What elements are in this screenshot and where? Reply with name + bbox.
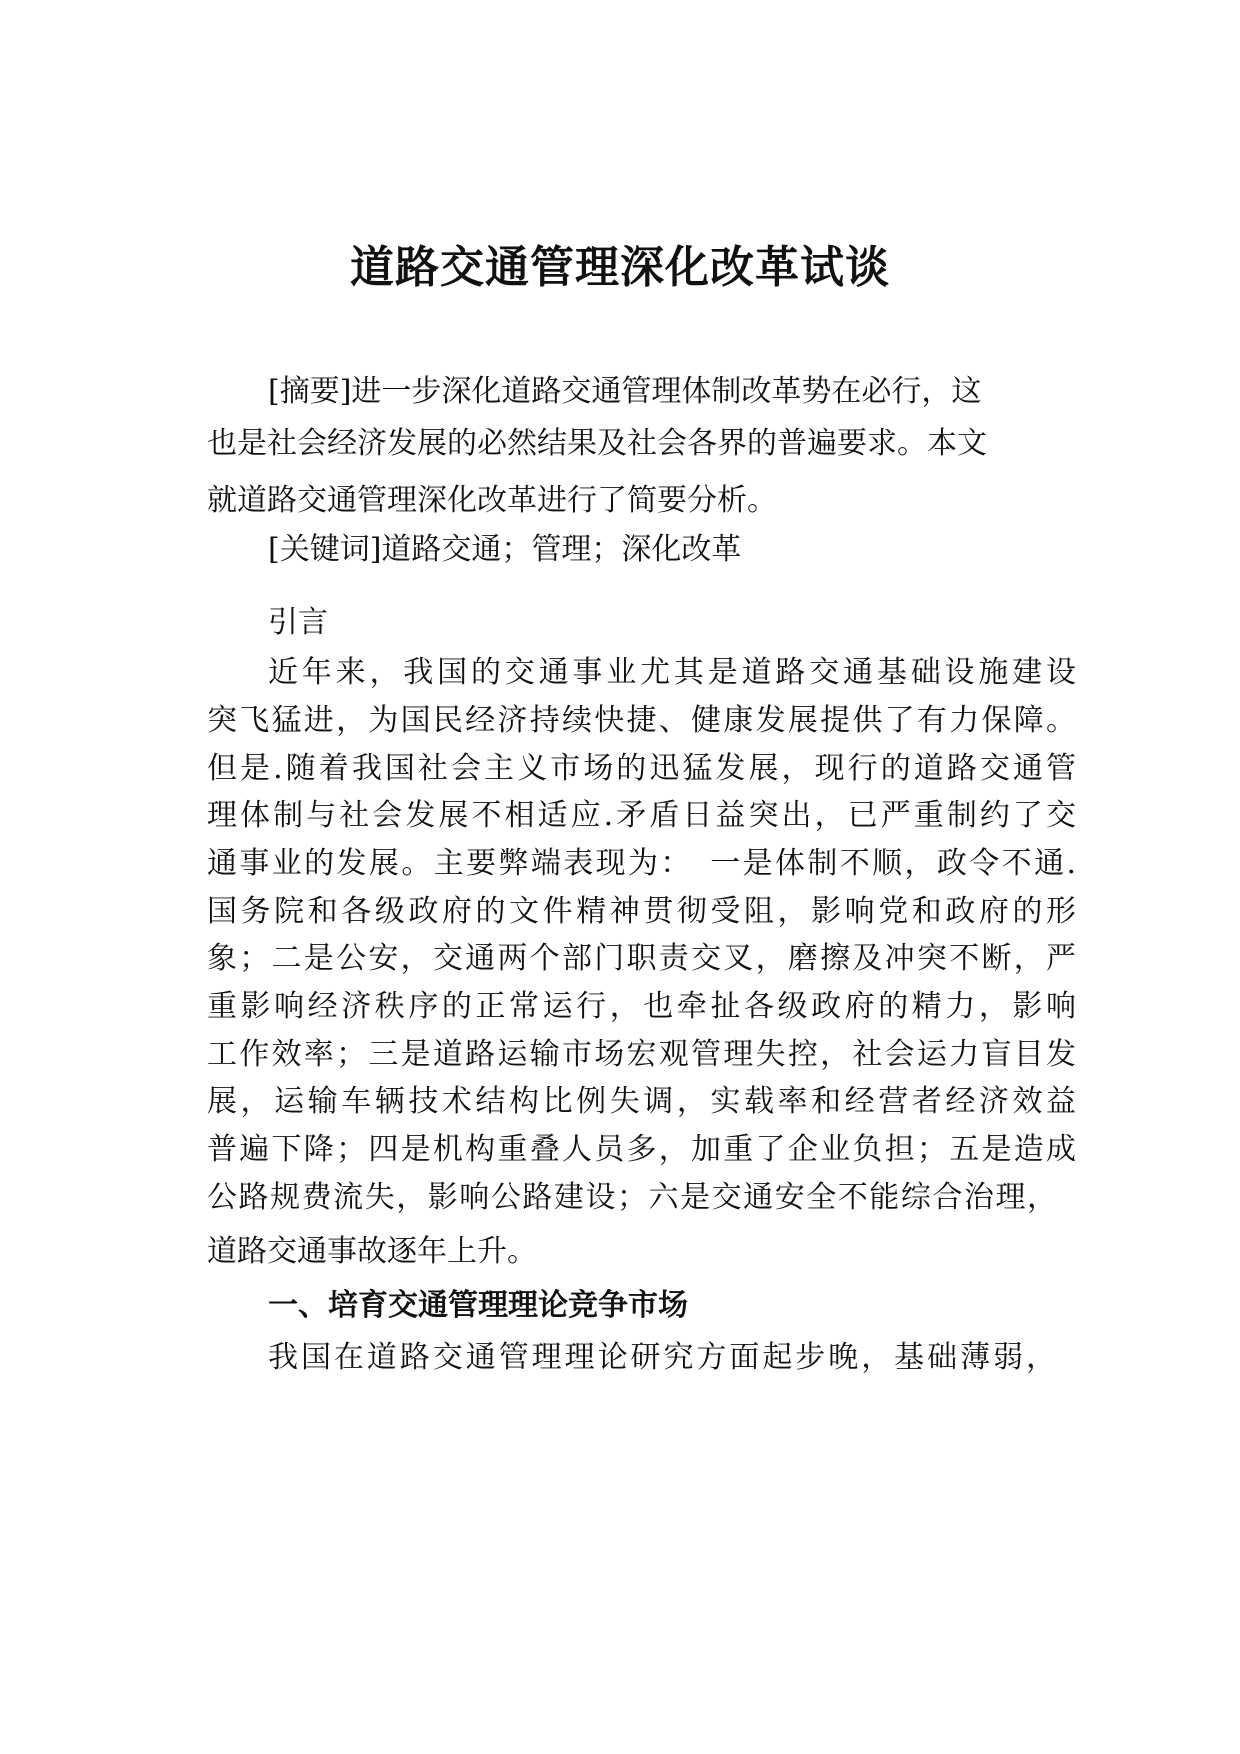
abstract-line-2: 也是社会经济发展的必然结果及社会各界的普遍要求。本文 — [207, 426, 987, 461]
intro-line-10: 展，运输车辆技术结构比例失调，实载率和经营者经济效益 — [207, 1084, 1076, 1119]
intro-line-4: 理体制与社会发展不相适应.矛盾日益突出，已严重制约了交 — [207, 798, 1076, 833]
intro-line-8: 重影响经济秩序的正常运行，也牵扯各级政府的精力，影响 — [207, 989, 1076, 1024]
abstract-line-1: [摘要]进一步深化道路交通管理体制改革势在必行，这 — [268, 374, 982, 409]
intro-line-7: 象；二是公安，交通两个部门职责交叉，磨擦及冲突不断，严 — [207, 941, 1076, 976]
section-1-heading: 一、培育交通管理理论竞争市场 — [268, 1288, 688, 1323]
intro-line-5: 通事业的发展。主要弊端表现为： 一是体制不顺，政令不通. — [207, 846, 1076, 881]
keywords-line: [关键词]道路交通；管理；深化改革 — [268, 532, 742, 567]
document-title: 道路交通管理深化改革试谈 — [350, 242, 890, 293]
abstract-line-3: 就道路交通管理深化改革进行了简要分析。 — [207, 483, 777, 518]
intro-line-13: 道路交通事故逐年上升。 — [207, 1234, 537, 1269]
intro-line-11: 普遍下降；四是机构重叠人员多，加重了企业负担；五是造成 — [207, 1132, 1076, 1167]
intro-line-3: 但是.随着我国社会主义市场的迅猛发展，现行的道路交通管 — [207, 751, 1076, 786]
intro-line-1: 近年来，我国的交通事业尤其是道路交通基础设施建设 — [268, 655, 1076, 690]
intro-line-12: 公路规费流失，影响公路建设；六是交通安全不能综合治理， — [207, 1180, 1057, 1215]
intro-heading: 引言 — [268, 605, 328, 640]
intro-line-6: 国务院和各级政府的文件精神贯彻受阻，影响党和政府的形 — [207, 894, 1076, 929]
intro-line-2: 突飞猛进，为国民经济持续快捷、健康发展提供了有力保障。 — [207, 703, 1076, 738]
intro-line-9: 工作效率；三是道路运输市场宏观管理失控，社会运力盲目发 — [207, 1037, 1076, 1072]
section-1-line-1: 我国在道路交通管理理论研究方面起步晚，基础薄弱， — [268, 1340, 1056, 1375]
